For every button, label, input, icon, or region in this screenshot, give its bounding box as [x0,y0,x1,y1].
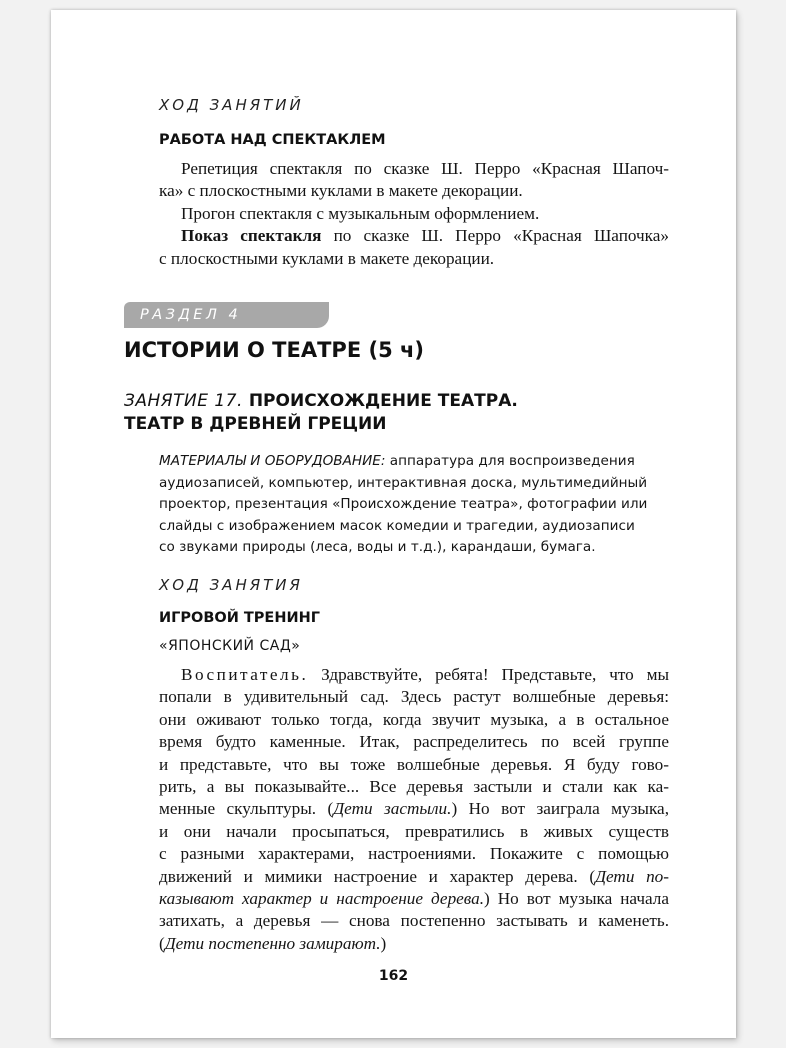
lesson-number: ЗАНЯТИЕ 17. [124,391,243,411]
page-number: 162 [378,968,409,984]
text-line: затихать, а деревья — снова постепенно застывать и каменеть. [159,911,669,931]
speaker-name: Воспитатель. [181,665,309,684]
materials-text [159,451,689,559]
text-line: они оживают только тогда, когда звучит музыка, а в остальное [159,709,669,729]
book-page [51,10,736,1038]
text-fragment: по сказке Ш. Перро «Красная Шапочка» [321,226,669,246]
text-line: ка» с плоскостными куклами в макете декорации. [159,181,523,201]
text-fragment: ) [380,933,387,953]
text-line: и представьте, что вы тоже волшебные деревья. Я буду гово- [159,754,669,774]
text-line: попали в удивительный сад. Здесь растут волшебные деревья: [159,687,669,707]
materials-label: МАТЕРИАЛЫ И ОБОРУДОВАНИЕ: [159,453,386,469]
text-fragment: Здравствуйте, ребята! Представьте, что мы [308,665,669,684]
section-badge: РАЗДЕЛ 4 [124,302,329,328]
stage-direction: Дети по- [595,866,669,886]
text-line [159,866,669,888]
text-fragment: ( [159,933,165,953]
text-line [159,798,669,820]
lesson-title-line [124,390,518,413]
text-line: слайды с изображением масок комедии и трагедии, аудиозаписи [159,517,635,534]
stage-direction: Дети застыли. [333,799,452,819]
text-line [159,933,669,955]
text-line: время будто каменные. Итак, распределитесь по всей группе [159,732,669,752]
text-fragment: движений и мимики настроение и характер дерева. ( [159,866,596,886]
text-line: Репетиция спектакля по сказке Ш. Перро «Красная Шапоч- [181,159,669,178]
lesson-progress-heading: ХОД ЗАНЯТИЙ [159,96,304,114]
dialogue-text [159,664,669,955]
section-title: ИСТОРИИ О ТЕАТРЕ (5 ч) [124,338,425,362]
stage-direction: казывают характер и настроение дерева. [159,889,485,909]
text-line [159,888,669,910]
text-line: Прогон спектакля с музыкальным оформлением. [181,203,540,223]
lesson-title [124,390,518,436]
text-fragment: менные скульптуры. ( [159,799,334,819]
training-heading: ИГРОВОЙ ТРЕНИНГ [159,610,320,626]
stage-direction: Дети постепенно замирают. [164,933,381,953]
text-line: аудиозаписей, компьютер, интерактивная доска, мультимедийный [159,474,648,491]
text-fragment: ) Но вот музыка начала [484,889,669,909]
text-fragment: аппаратура для воспроизведения [385,453,635,469]
text-line [159,225,669,247]
text-line [159,451,689,473]
lesson-name: ПРОИСХОЖДЕНИЕ ТЕАТРА. [242,391,518,411]
bold-phrase: Показ спектакля [181,226,322,246]
text-line [159,664,669,686]
text-fragment: ) Но вот заиграла музыка, [451,799,669,819]
rehearsal-heading: РАБОТА НАД СПЕКТАКЛЕМ [159,132,386,148]
text-line: и они начали просыпаться, превратились в живых существ [159,821,669,841]
rehearsal-text [159,158,669,270]
text-line: с разными характерами, настроениями. Покажите с помощью [159,844,669,864]
text-line: проектор, презентация «Происхождение театра», фотографии или [159,496,648,512]
lesson-name: ТЕАТР В ДРЕВНЕЙ ГРЕЦИИ [124,414,387,434]
lesson-progress-heading: ХОД ЗАНЯТИЯ [159,576,303,594]
text-line: рить, а вы показывайте... Все деревья застыли и стали как ка- [159,777,669,797]
text-line: со звуками природы (леса, воды и т.д.), карандаши, бумага. [159,539,596,555]
text-line: с плоскостными куклами в макете декорации. [159,248,495,268]
game-title: «ЯПОНСКИЙ САД» [159,638,301,654]
